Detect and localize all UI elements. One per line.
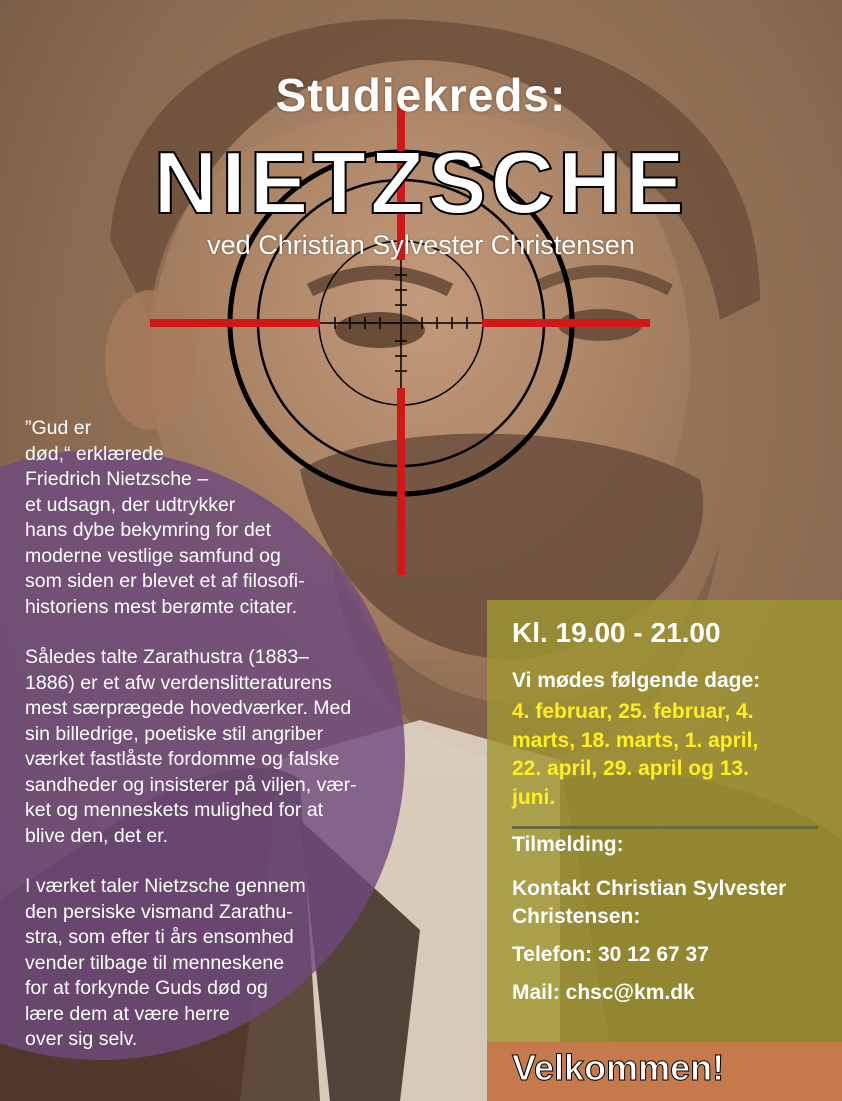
subtitle: ved Christian Sylvester Christensen bbox=[207, 230, 635, 260]
mail-text: Mail: chsc@km.dk bbox=[512, 981, 695, 1004]
intro-paragraph: Således talte Zarathustra (1883– 1886) er et afw verdenslitteraturens mest særprægede hovedværker. Med sin billedrige, poetiske stil angriber værket fastlåste fordomme og falske sandheder og insisterer på viljen, vær- ket og menneskets mulighed for at blive den, det er. bbox=[25, 646, 357, 847]
divider bbox=[512, 826, 818, 829]
intro-paragraph: ”Gud er død,“ erklærede Friedrich Nietzsche – et udsagn, der udtrykker hans dybe bekymring for det moderne vestlige samfund og som siden er blevet et af filosofi- historiens mest berømte citater. bbox=[25, 417, 305, 618]
page-title: NIETZSCHE bbox=[153, 133, 689, 232]
contact-text: Kontakt Christian Sylvester Christensen: bbox=[512, 877, 787, 928]
pre-title: Studiekreds: bbox=[275, 69, 567, 121]
phone-text: Telefon: 30 12 67 37 bbox=[512, 943, 709, 966]
info-box bbox=[487, 600, 842, 1042]
intro-paragraph: I værket taler Nietzsche gennem den persiske vismand Zarathu- stra, som efter ti års ensomhed vender tilbage til menneskene for at forkynde Guds død og lære dem at være herre over sig selv. bbox=[25, 875, 306, 1050]
signup-heading: Tilmelding: bbox=[512, 833, 624, 856]
meeting-dates: 4. februar, 25. februar, 4. marts, 18. marts, 1. april, 22. april, 29. april og 13. juni. bbox=[512, 700, 759, 809]
time-label: Kl. 19.00 - 21.00 bbox=[512, 617, 721, 648]
welcome-text: Velkommen! bbox=[512, 1047, 725, 1088]
meeting-days-label: Vi mødes følgende dage: bbox=[512, 669, 761, 692]
intro-text bbox=[25, 416, 387, 1078]
